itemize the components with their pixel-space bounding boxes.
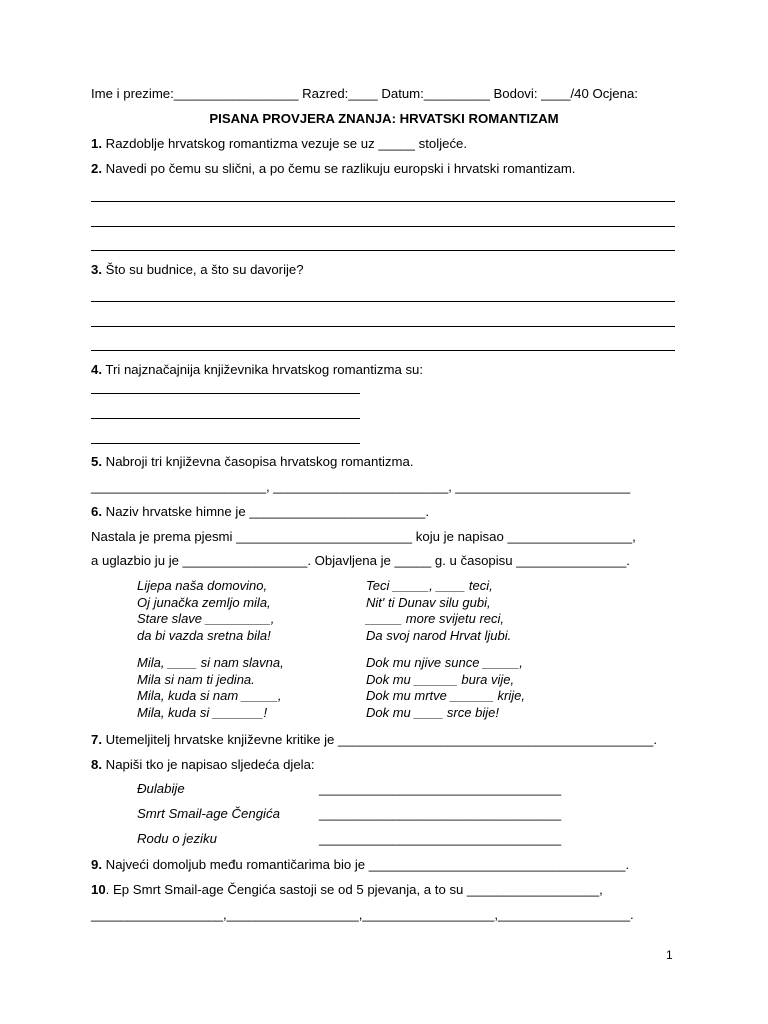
question-5 (91, 454, 414, 470)
answer-blanks[interactable]: _________________________, _________________________, _________________________ (91, 480, 631, 494)
poem-left-stanza-2: Mila, ____ si nam slavna, Mila si nam ti jedina. Mila, kuda si nam _____, Mila, kuda si _______! (137, 655, 284, 720)
question-6-line-2: Nastala je prema pjesmi ________________________ koju je napisao _________________, (91, 529, 636, 544)
page-title: PISANA PROVJERA ZNANJA: HRVATSKI ROMANTIZAM (209, 111, 559, 126)
poem-right-stanza-1: Teci _____, ____ teci, Nit' ti Dunav silu gubi, _____ more svijetu reci, Da svoj narod Hrvat ljubi. (366, 578, 512, 643)
answer-blank[interactable]: _________________________________ (319, 831, 562, 846)
question-number: 7. (91, 732, 102, 747)
question-7 (91, 732, 657, 748)
answer-line[interactable] (91, 201, 675, 202)
answer-blanks[interactable]: __________________,__________________,__________________,__________________. (91, 907, 634, 922)
question-6-line-3: a uglazbio ju je _________________. Objavljena je _____ g. u časopisu _______________. (91, 553, 630, 568)
answer-line[interactable] (91, 326, 675, 327)
question-text: Naziv hrvatske himne je ________________________. (102, 504, 430, 519)
answer-blank[interactable]: _________________________________ (319, 781, 562, 796)
question-text: Razdoblje hrvatskog romantizma vezuje se uz _____ stoljeće. (102, 136, 468, 151)
page-number: 1 (666, 948, 673, 962)
question-number: 10 (91, 882, 106, 897)
question-number: 3. (91, 262, 102, 277)
question-number: 9. (91, 857, 102, 872)
question-number: 5. (91, 454, 102, 469)
question-10 (91, 882, 603, 898)
question-text: Napiši tko je napisao sljedeća djela: (102, 757, 315, 772)
question-text: Što su budnice, a što su davorije? (102, 262, 304, 277)
poem-right-stanza-2: Dok mu njive sunce _____, Dok mu ______ bura vije, Dok mu mrtve ______ krije, Dok mu ____ srce bije! (366, 655, 525, 720)
question-text: Najveći domoljub među romantičarima bio je ___________________________________. (102, 857, 630, 872)
question-number: 8. (91, 757, 102, 772)
question-1 (91, 136, 467, 152)
answer-line[interactable] (91, 250, 675, 251)
question-number: 2. (91, 161, 102, 176)
answer-blank[interactable]: _________________________________ (319, 806, 562, 821)
question-text: Navedi po čemu su slični, a po čemu se razlikuju europski i hrvatski romantizam. (102, 161, 576, 176)
question-text: Utemeljitelj hrvatske književne kritike je ___________________________________________. (102, 732, 658, 747)
answer-line[interactable] (91, 443, 360, 444)
question-4 (91, 362, 423, 378)
question-text: Nabroji tri književna časopisa hrvatskog romantizma. (102, 454, 414, 469)
question-number: 1. (91, 136, 102, 151)
question-number: 6. (91, 504, 102, 519)
question-number: 4. (91, 362, 102, 377)
student-info-header: Ime i prezime:_________________ Razred:____ Datum:_________ Bodovi: ____/40 Ocjena: (91, 86, 638, 101)
answer-line[interactable] (91, 301, 675, 302)
answer-line[interactable] (91, 226, 675, 227)
question-text: Tri najznačajnija književnika hrvatskog romantizma su: (102, 362, 424, 377)
poem-left-stanza-1: Lijepa naša domovino, Oj junačka zemljo mila, Stare slave _________, da bi vazda sretna bila! (137, 578, 275, 643)
work-title: Rodu o jeziku (137, 831, 217, 846)
answer-line[interactable] (91, 418, 360, 419)
answer-line[interactable] (91, 350, 675, 351)
question-9 (91, 857, 629, 873)
answer-line[interactable] (91, 393, 360, 394)
work-title: Smrt Smail-age Čengića (137, 806, 280, 821)
question-6 (91, 504, 429, 520)
question-3 (91, 262, 304, 278)
question-2 (91, 161, 575, 177)
question-8 (91, 757, 315, 773)
work-title: Đulabije (137, 781, 185, 796)
question-text: . Ep Smrt Smail-age Čengića sastoji se od 5 pjevanja, a to su __________________, (105, 882, 603, 897)
